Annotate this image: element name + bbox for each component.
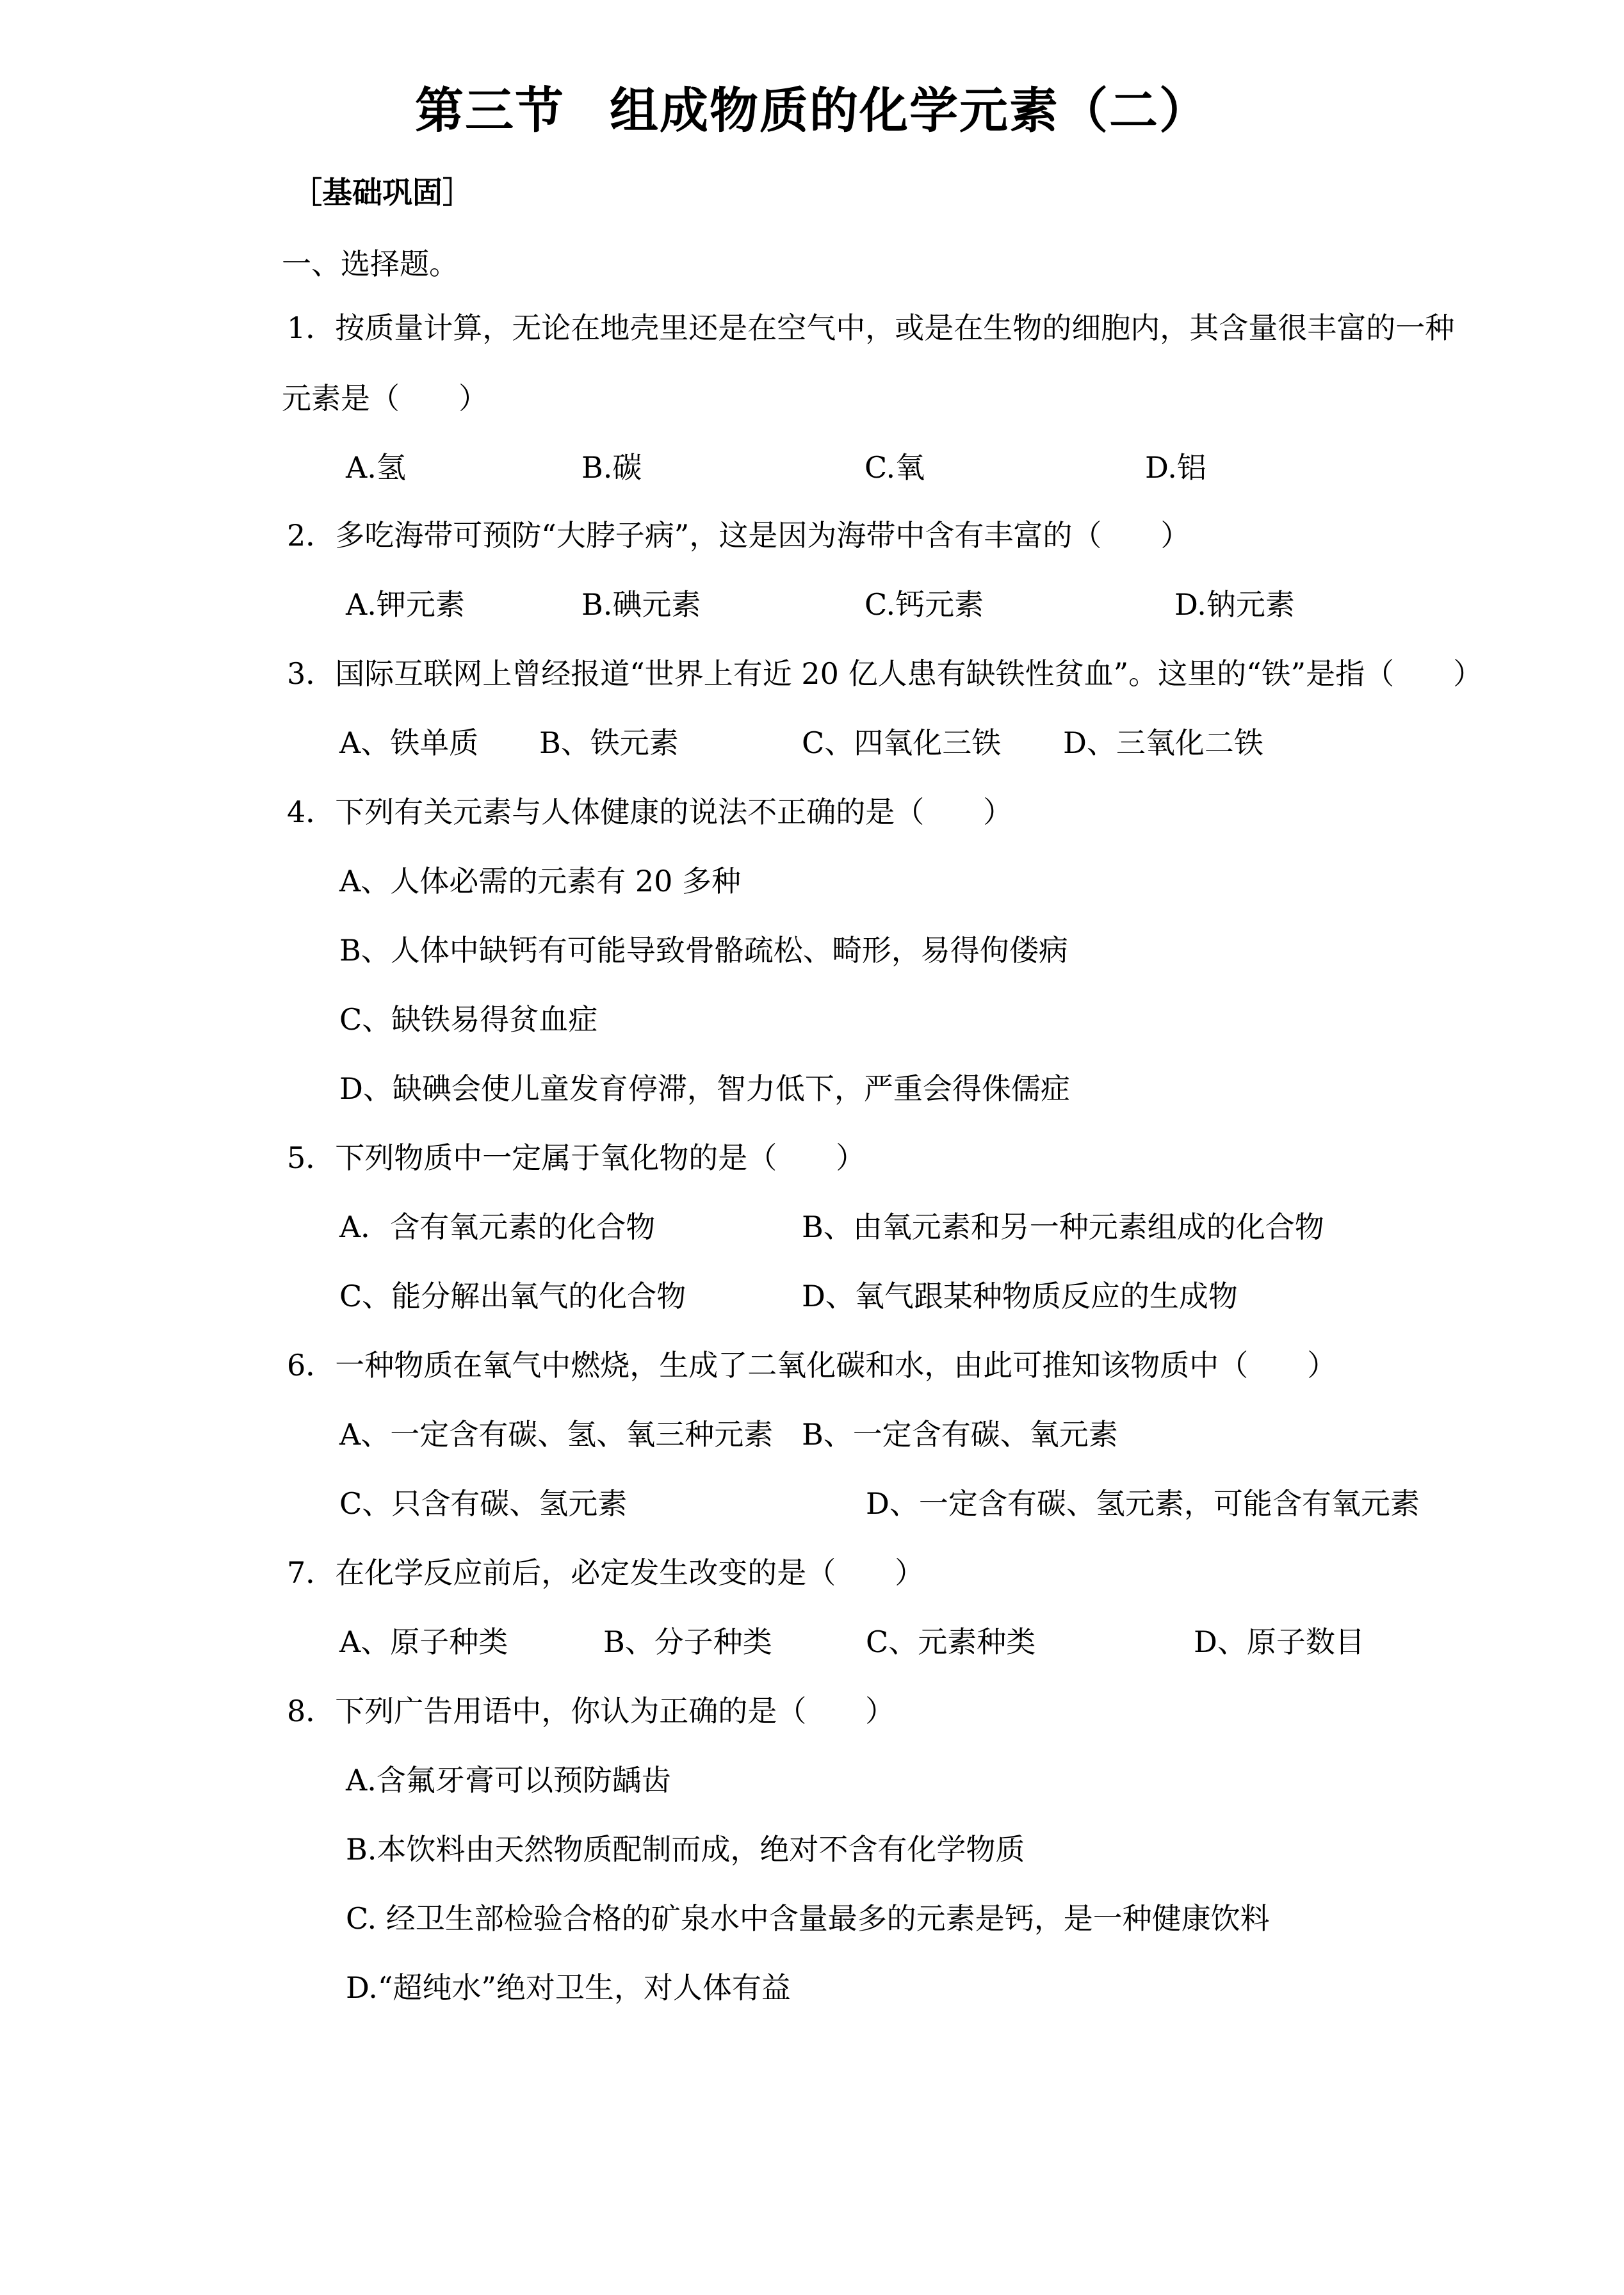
question-1-continued: 元素是（ ） — [282, 381, 488, 416]
option-1b: B.碳 — [581, 450, 642, 485]
option-4b: B、人体中缺钙有可能导致骨骼疏松、畸形，易得佝偻病 — [339, 933, 1068, 968]
question-8 — [287, 1692, 895, 1730]
question-number: 1． — [287, 311, 336, 345]
option-8a: A.含氟牙膏可以预防龋齿 — [346, 1763, 671, 1797]
question-text: 在化学反应前后，必定发生改变的是（ ） — [335, 1555, 925, 1590]
option-7a: A、原子种类 — [339, 1625, 508, 1659]
option-5c: C、能分解出氧气的化合物 — [339, 1279, 686, 1313]
question-5 — [287, 1139, 865, 1177]
part-heading: 一、选择题。 — [282, 247, 459, 281]
question-3 — [287, 654, 1482, 693]
option-2d: D.钠元素 — [1174, 587, 1295, 622]
question-text: 国际互联网上曾经报道“世界上有近 20 亿人患有缺铁性贫血”。这里的“铁”是指（ ） — [335, 656, 1483, 691]
title-text: 组成物质的化学元素（二） — [610, 82, 1209, 139]
question-number: 6． — [287, 1348, 336, 1383]
option-1c: C.氧 — [865, 450, 925, 485]
option-5b: B、由氧元素和另一种元素组成的化合物 — [802, 1210, 1324, 1244]
option-3a: A、铁单质 — [339, 726, 479, 760]
option-8b: B.本饮料由天然物质配制而成，绝对不含有化学物质 — [346, 1832, 1025, 1867]
question-number: 3． — [287, 656, 336, 691]
option-1a: A.氢 — [346, 450, 406, 485]
question-number: 8． — [287, 1694, 336, 1728]
option-6a: A、一定含有碳、氢、氧三种元素 — [339, 1417, 774, 1452]
question-text: 下列物质中一定属于氧化物的是（ ） — [335, 1140, 866, 1175]
option-7d: D、原子数目 — [1194, 1625, 1365, 1659]
question-text: 下列有关元素与人体健康的说法不正确的是（ ） — [335, 795, 1013, 829]
question-text: 下列广告用语中，你认为正确的是（ ） — [335, 1694, 895, 1728]
question-number: 4． — [287, 795, 336, 829]
option-4c: C、缺铁易得贫血症 — [339, 1002, 598, 1037]
option-2a: A.钾元素 — [346, 587, 465, 622]
question-text: 一种物质在氧气中燃烧，生成了二氧化碳和水，由此可推知该物质中（ ） — [335, 1348, 1337, 1383]
option-3c: C、四氧化三铁 — [802, 726, 1002, 760]
option-1d: D.铝 — [1145, 450, 1206, 485]
option-7b: B、分子种类 — [603, 1625, 772, 1659]
option-7c: C、元素种类 — [866, 1625, 1036, 1659]
option-2b: B.碘元素 — [581, 587, 701, 622]
question-number: 2． — [287, 518, 336, 553]
question-6 — [287, 1346, 1336, 1384]
section-heading: ［基础巩固］ — [292, 175, 473, 211]
question-4 — [287, 793, 1012, 831]
option-8d: D.“超纯水”绝对卫生，对人体有益 — [346, 1970, 791, 2005]
option-6b: B、一定含有碳、氧元素 — [802, 1417, 1118, 1452]
option-5d: D、氧气跟某种物质反应的生成物 — [802, 1279, 1238, 1313]
title-section-number: 第三节 — [415, 82, 565, 139]
question-text: 多吃海带可预防“大脖子病”，这是因为海带中含有丰富的（ ） — [335, 518, 1190, 553]
question-text: 按质量计算，无论在地壳里还是在空气中，或是在生物的细胞内，其含量很丰富的一种 — [335, 311, 1455, 345]
option-8c: C. 经卫生部检验合格的矿泉水中含量最多的元素是钙，是一种健康饮料 — [346, 1901, 1270, 1936]
question-number: 7． — [287, 1555, 336, 1590]
option-2c: C.钙元素 — [865, 587, 984, 622]
question-1 — [287, 309, 1454, 347]
question-2 — [287, 516, 1190, 555]
option-3b: B、铁元素 — [539, 726, 679, 760]
option-6d: D、一定含有碳、氢元素，可能含有氧元素 — [866, 1486, 1420, 1521]
option-6c: C、只含有碳、氢元素 — [339, 1486, 628, 1521]
option-5a: A．含有氧元素的化合物 — [339, 1210, 656, 1244]
page-title — [0, 76, 1624, 146]
question-7 — [287, 1553, 924, 1592]
question-number: 5． — [287, 1140, 336, 1175]
option-3d: D、三氧化二铁 — [1063, 726, 1263, 760]
option-4a: A、人体必需的元素有 20 多种 — [339, 864, 741, 898]
option-4d: D、缺碘会使儿童发育停滞，智力低下，严重会得侏儒症 — [339, 1071, 1070, 1106]
